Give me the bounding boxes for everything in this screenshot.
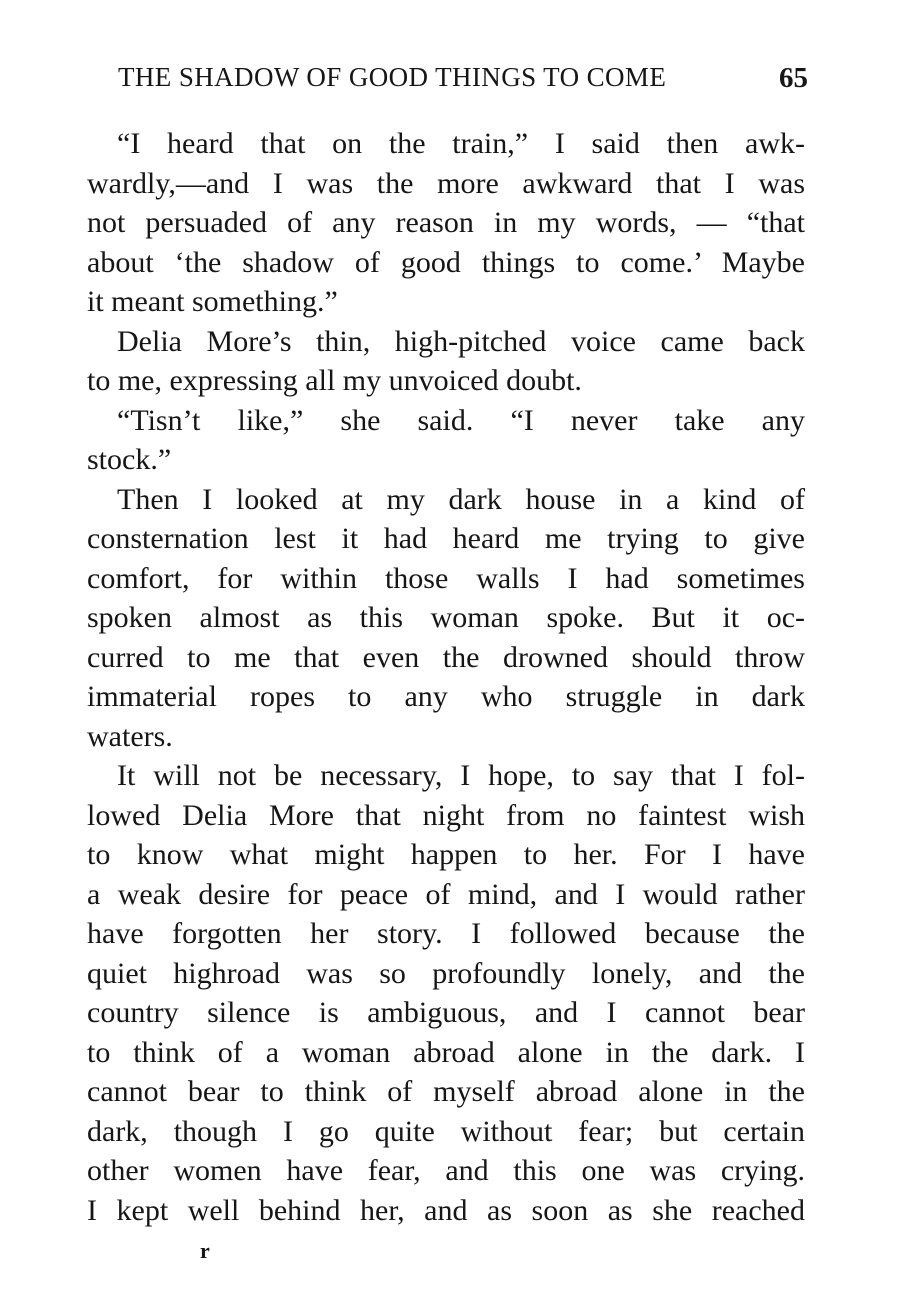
text-line: immaterial ropes to any who struggle in dark	[87, 680, 805, 713]
text-line: lowed Delia More that night from no faintest wish	[87, 798, 805, 832]
text-line: to me, expressing all my unvoiced doubt.	[87, 364, 582, 397]
text-line: to know what might happen to her. For I have	[87, 838, 805, 871]
text-line: to think of a woman abroad alone in the dark. I	[87, 1035, 805, 1069]
text-line: It will not be necessary, I hope, to say that I fol-	[117, 759, 805, 792]
text-line: spoken almost as this woman spoke. But it oc-	[87, 601, 805, 634]
text-line: have forgotten her story. I followed because the	[87, 917, 805, 950]
text-line: “Tisn’t like,” she said. “I never take any	[117, 403, 805, 437]
text-line: about ‘the shadow of good things to come.’ Maybe	[87, 245, 805, 279]
text-line: comfort, for within those walls I had sometimes	[87, 561, 805, 595]
text-line: I kept well behind her, and as soon as she reached	[87, 1193, 805, 1227]
text-line: Then I looked at my dark house in a kind of	[117, 482, 805, 516]
text-line: stock.”	[87, 443, 172, 476]
text-line: cannot bear to think of myself abroad alone in the	[87, 1075, 805, 1108]
text-line: curred to me that even the drowned should throw	[87, 640, 805, 674]
running-head: THE SHADOW OF GOOD THINGS TO COME	[118, 62, 667, 92]
text-line: a weak desire for peace of mind, and I would rather	[87, 877, 805, 911]
body-text	[87, 124, 805, 1230]
text-line: dark, though I go quite without fear; but certain	[87, 1114, 805, 1148]
text-line: consternation lest it had heard me trying to give	[87, 522, 805, 555]
text-line: quiet highroad was so profoundly lonely, and the	[87, 956, 805, 990]
text-line: “I heard that on the train,” I said then awk-	[117, 127, 805, 160]
text-line: not persuaded of any reason in my words, — “that	[87, 206, 805, 239]
signature-mark: r	[200, 1238, 210, 1263]
text-line: country silence is ambiguous, and I cannot bear	[87, 996, 805, 1029]
text-line: it meant something.”	[87, 285, 338, 318]
text-line: wardly,—and I was the more awkward that I was	[87, 166, 805, 200]
page-number: 65	[779, 62, 808, 94]
page-header	[118, 62, 808, 102]
text-line: other women have fear, and this one was crying.	[87, 1154, 805, 1187]
text-line: waters.	[87, 719, 173, 753]
text-line: Delia More’s thin, high-pitched voice came back	[117, 324, 805, 358]
